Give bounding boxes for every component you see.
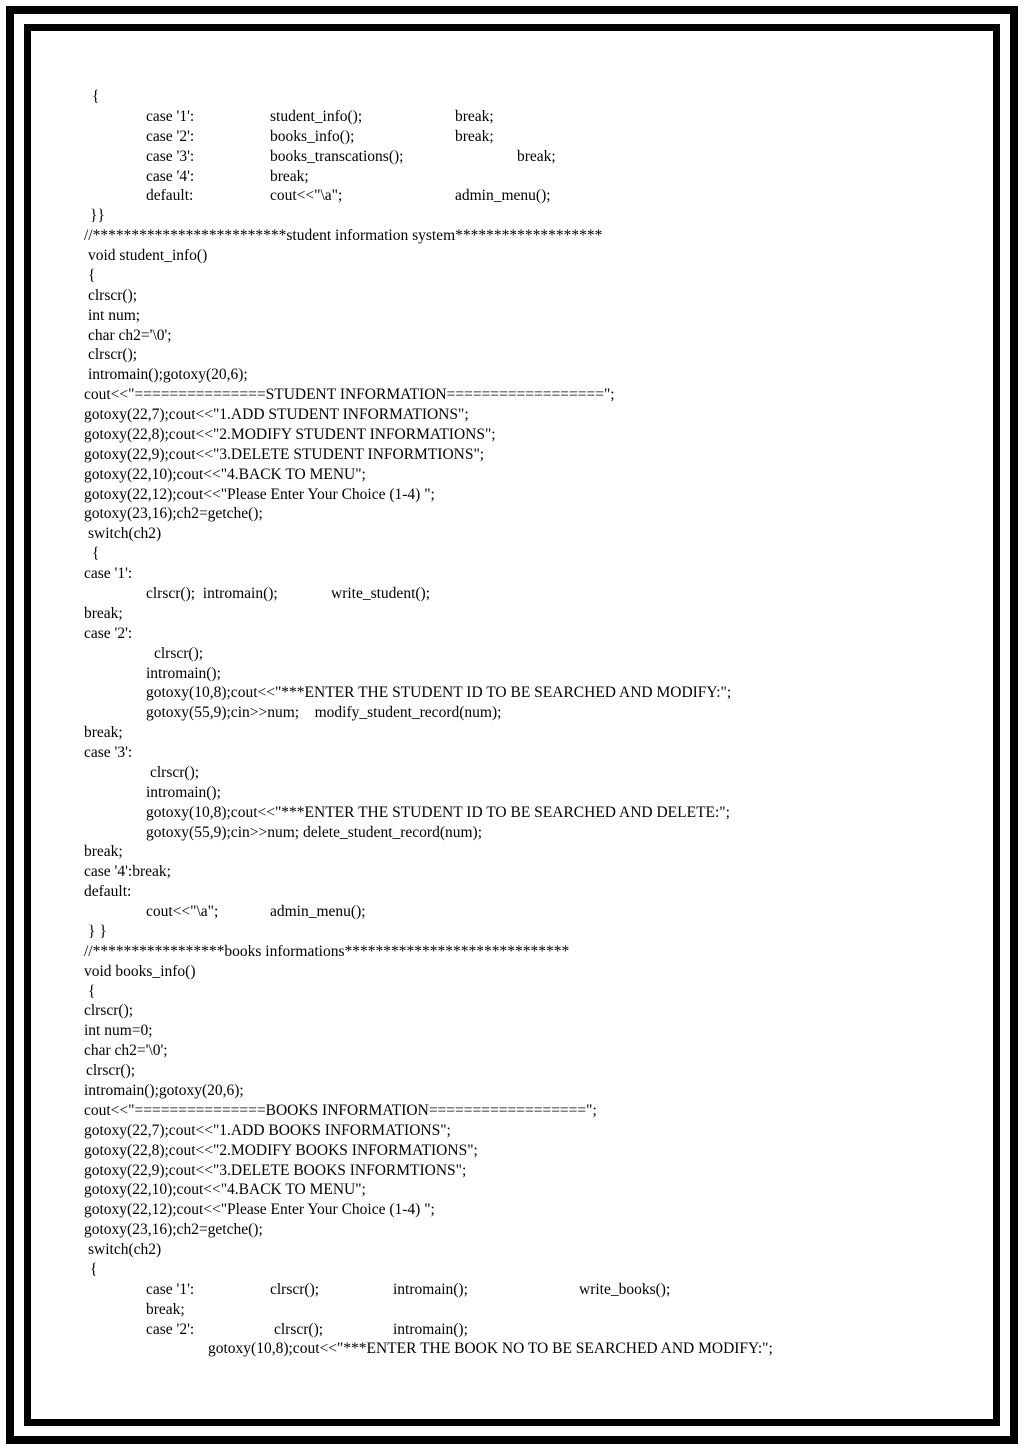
code-text: cout<<"===============STUDENT INFORMATION=================="; xyxy=(84,386,615,403)
code-text: intromain();gotoxy(20,6); xyxy=(88,366,248,383)
code-text: admin_menu(); xyxy=(270,903,366,920)
code-text: clrscr(); xyxy=(88,346,138,363)
code-text: case '1': xyxy=(146,1281,195,1298)
code-text: intromain();gotoxy(20,6); xyxy=(84,1082,244,1099)
code-text: student_info(); xyxy=(270,108,363,125)
code-text: gotoxy(55,9);cin>>num; modify_student_record(num); xyxy=(146,704,502,721)
code-text: intromain(); xyxy=(393,1281,468,1298)
code-text: clrscr(); xyxy=(150,764,200,781)
code-text: case '2': xyxy=(146,1321,195,1338)
code-text: gotoxy(22,7);cout<<"1.ADD STUDENT INFORMATIONS"; xyxy=(84,406,469,423)
code-text: gotoxy(22,9);cout<<"3.DELETE BOOKS INFORMTIONS"; xyxy=(84,1162,467,1179)
code-text: gotoxy(23,16);ch2=getche(); xyxy=(84,505,263,522)
code-text: intromain(); xyxy=(146,665,221,682)
code-text: gotoxy(10,8);cout<<"***ENTER THE STUDENT ID TO BE SEARCHED AND DELETE:"; xyxy=(146,804,730,821)
code-text: case '4': xyxy=(146,168,195,185)
code-text: write_books(); xyxy=(579,1281,671,1298)
code-text: } } xyxy=(88,923,107,940)
code-text: break; xyxy=(270,168,309,185)
code-text: void student_info() xyxy=(88,247,208,264)
code-text: void books_info() xyxy=(84,963,196,980)
code-text: gotoxy(23,16);ch2=getche(); xyxy=(84,1221,263,1238)
code-text: break; xyxy=(84,843,123,860)
code-text: clrscr(); xyxy=(86,1062,136,1079)
code-text: switch(ch2) xyxy=(88,1241,162,1258)
code-text: //*************************student information system******************* xyxy=(84,227,603,244)
code-text: }} xyxy=(90,207,105,224)
code-text: switch(ch2) xyxy=(88,525,162,542)
code-text: case '4':break; xyxy=(84,863,171,880)
code-text: break; xyxy=(84,724,123,741)
code-text: clrscr(); xyxy=(274,1321,324,1338)
code-text: gotoxy(22,10);cout<<"4.BACK TO MENU"; xyxy=(84,1181,366,1198)
code-text: gotoxy(55,9);cin>>num; delete_student_record(num); xyxy=(146,824,483,841)
code-text: char ch2='\0'; xyxy=(84,1042,168,1059)
code-text: books_transcations(); xyxy=(270,148,404,165)
code-text: case '1': xyxy=(146,108,195,125)
code-text: gotoxy(22,12);cout<<"Please Enter Your Choice (1-4) "; xyxy=(84,1201,435,1218)
code-text: books_info(); xyxy=(270,128,355,145)
code-text: gotoxy(10,8);cout<<"***ENTER THE STUDENT ID TO BE SEARCHED AND MODIFY:"; xyxy=(146,684,732,701)
code-text: break; xyxy=(455,128,494,145)
code-text: clrscr(); xyxy=(84,1002,134,1019)
code-text: clrscr(); xyxy=(154,645,204,662)
code-text: clrscr(); intromain(); xyxy=(146,585,278,602)
code-text: gotoxy(22,9);cout<<"3.DELETE STUDENT INFORMTIONS"; xyxy=(84,446,485,463)
code-text: case '1': xyxy=(84,565,133,582)
code-text: case '2': xyxy=(146,128,195,145)
code-text: gotoxy(22,12);cout<<"Please Enter Your Choice (1-4) "; xyxy=(84,486,435,503)
code-text: gotoxy(22,8);cout<<"2.MODIFY STUDENT INFORMATIONS"; xyxy=(84,426,496,443)
code-text: //*****************books informations***************************** xyxy=(84,943,570,960)
code-text: cout<<"\a"; xyxy=(146,903,219,920)
code-text: gotoxy(22,7);cout<<"1.ADD BOOKS INFORMATIONS"; xyxy=(84,1122,451,1139)
code-text: cout<<"===============BOOKS INFORMATION=================="; xyxy=(84,1102,597,1119)
code-text: clrscr(); xyxy=(88,287,138,304)
code-text: { xyxy=(90,1261,98,1278)
code-text: cout<<"\a"; xyxy=(270,187,343,204)
code-text: default: xyxy=(84,883,132,900)
code-text: clrscr(); xyxy=(270,1281,320,1298)
code-text: int num; xyxy=(88,307,141,324)
code-text: { xyxy=(92,88,100,105)
code-text: { xyxy=(88,983,96,1000)
code-text: gotoxy(10,8);cout<<"***ENTER THE BOOK NO TO BE SEARCHED AND MODIFY:"; xyxy=(208,1340,773,1357)
code-text: break; xyxy=(517,148,556,165)
code-text: break; xyxy=(146,1301,185,1318)
code-text: admin_menu(); xyxy=(455,187,551,204)
code-text: int num=0; xyxy=(84,1022,153,1039)
code-text: write_student(); xyxy=(331,585,431,602)
code-text: case '3': xyxy=(146,148,195,165)
code-text: { xyxy=(92,545,100,562)
code-text: break; xyxy=(84,605,123,622)
code-text: break; xyxy=(455,108,494,125)
code-text: case '3': xyxy=(84,744,133,761)
code-text: intromain(); xyxy=(393,1321,468,1338)
code-text: intromain(); xyxy=(146,784,221,801)
code-text: case '2': xyxy=(84,625,133,642)
code-text: char ch2='\0'; xyxy=(88,327,172,344)
code-text: gotoxy(22,10);cout<<"4.BACK TO MENU"; xyxy=(84,466,366,483)
code-text: { xyxy=(88,267,96,284)
code-text: default: xyxy=(146,187,194,204)
code-text: gotoxy(22,8);cout<<"2.MODIFY BOOKS INFORMATIONS"; xyxy=(84,1142,478,1159)
